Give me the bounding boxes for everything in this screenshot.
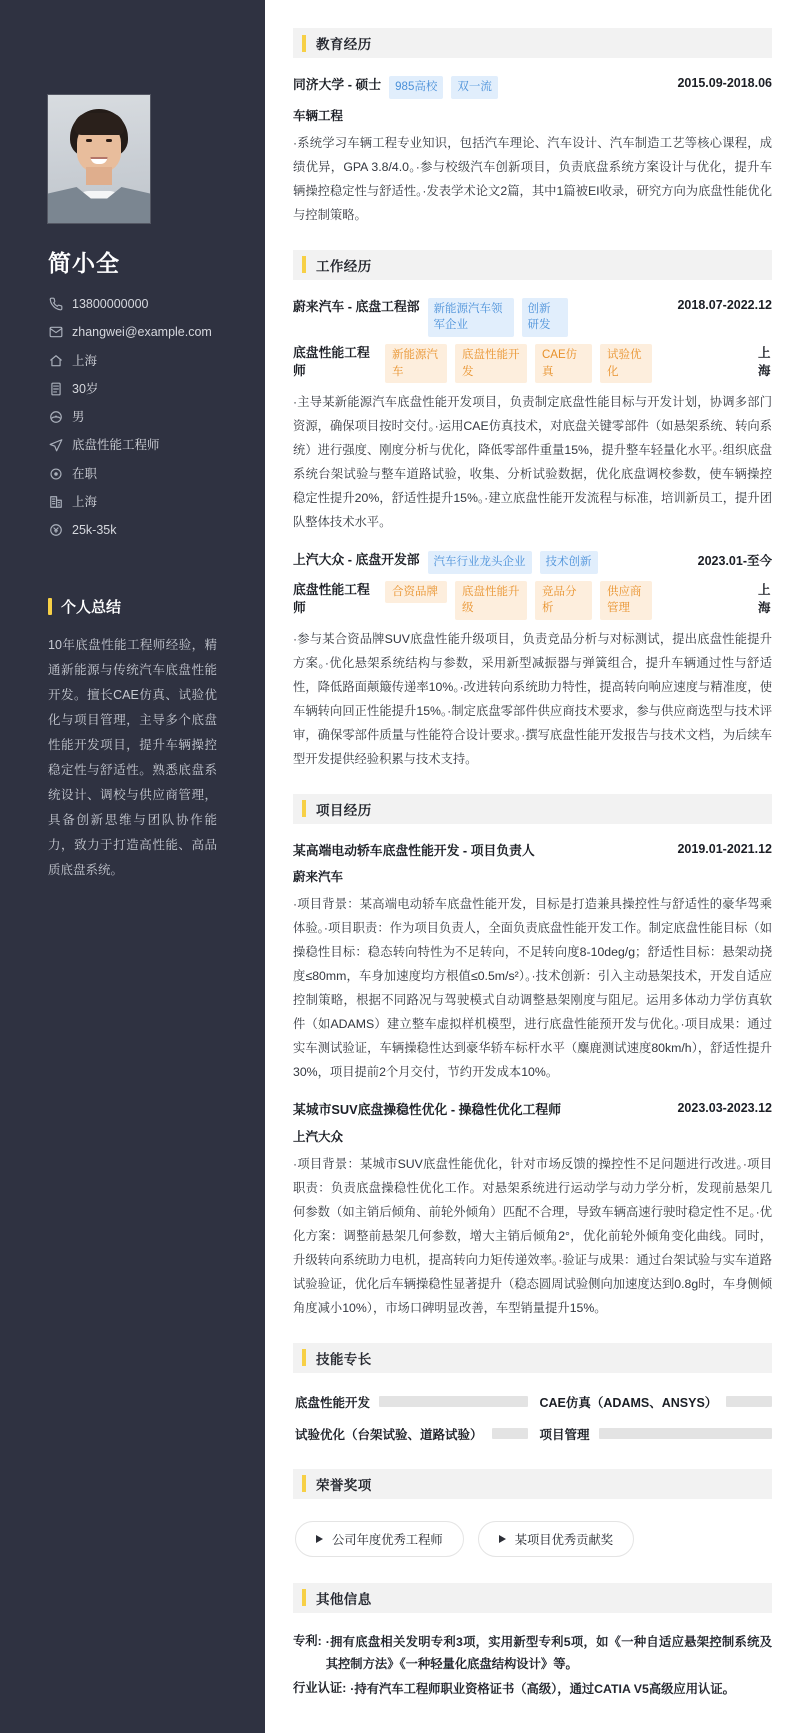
accent-bar — [302, 1589, 306, 1606]
award-label: 某项目优秀贡献奖 — [514, 1532, 614, 1547]
education-description: ·系统学习车辆工程专业知识，包括汽车理论、汽车设计、汽车制造工艺等核心课程，成绩优异，GPA 3.8/4.0。·参与校级汽车创新项目，负责底盘系统方案设计与优化，提升车辆操控稳定性与舒适性。·发表学术论文2篇，其中1篇被EI收录，研究方向为底盘性能优化与控制策略。 — [293, 135, 772, 222]
home-icon — [48, 353, 63, 368]
other-info-item — [293, 1678, 772, 1701]
triangle-icon — [499, 1535, 506, 1543]
contact-list — [48, 296, 265, 538]
award-item — [478, 1521, 634, 1557]
accent-bar — [302, 800, 306, 817]
company-tag: 技术创新 — [540, 551, 598, 574]
contact-value: 25k-35k — [72, 523, 117, 537]
accent-bar — [302, 1349, 306, 1366]
portrait-eye-right — [106, 139, 112, 142]
skill-tag: 供应商管理 — [600, 581, 652, 620]
project-company: 蔚来汽车 — [293, 870, 344, 885]
work-location: 上海 — [758, 345, 771, 379]
sidebar-section-summary-title — [48, 596, 265, 617]
skill-tag: 底盘性能开发 — [455, 344, 527, 383]
work-role-row — [293, 581, 772, 620]
status-icon — [48, 466, 63, 481]
section-header-work — [293, 250, 772, 280]
main-content — [265, 0, 794, 1733]
education-date: 2015.09-2018.06 — [677, 76, 772, 90]
skills-list — [293, 1391, 772, 1447]
other-info-label: 专利: — [293, 1633, 322, 1648]
work-role-row — [293, 344, 772, 383]
building-icon — [48, 494, 63, 509]
work-description: ·主导某新能源汽车底盘性能开发项目，负责制定底盘性能目标与开发计划，协调多部门资源，确保项目按时交付。·运用CAE仿真技术，对底盘关键零部件（如悬架系统、转向系统）进行强度、刚度分析与优化，降低零部件重量15%，提升整车轻量化水平。·组织底盘系统台架试验与整车道路试验，收集、分析试验数据，优化底盘调校参数，使车辆操控稳定性提升20%，舒适性提升15%。·建立底盘性能开发流程与标准，培训新员工，提升团队整体技术水平。 — [293, 395, 772, 530]
contact-value: 在职 — [72, 466, 98, 481]
avatar-wrapper — [48, 95, 265, 223]
skill-item — [540, 1425, 773, 1443]
skill-tag: 竞品分析 — [535, 581, 592, 620]
company-department: 上汽大众 - 底盘开发部 — [293, 552, 420, 568]
section-header-education — [293, 28, 772, 58]
project-entry-header — [293, 1101, 772, 1120]
summary-title-text: 个人总结 — [61, 599, 122, 617]
contact-value: zhangwei@example.com — [72, 325, 212, 340]
awards-list — [293, 1517, 772, 1561]
phone-icon — [48, 297, 63, 312]
school-degree: 同济大学 - 硕士 — [293, 77, 382, 92]
accent-bar — [48, 598, 52, 615]
project-entry — [293, 1101, 772, 1320]
accent-bar — [302, 256, 306, 273]
contact-value: 30岁 — [72, 381, 99, 396]
skill-label: 项目管理 — [539, 1427, 590, 1442]
other-info-value: ·持有汽车工程师职业资格证书（高级），通过CATIA V5高级应用认证。 — [350, 1681, 735, 1696]
avatar — [48, 95, 150, 223]
triangle-icon — [316, 1535, 323, 1543]
gender-icon — [48, 410, 63, 425]
skill-item — [295, 1425, 528, 1443]
work-entry — [293, 298, 772, 536]
education-entry — [293, 76, 772, 228]
other-info-item — [293, 1631, 772, 1676]
candidate-name: 简小全 — [48, 250, 120, 276]
skill-progress-track — [379, 1396, 527, 1407]
skill-tag: 试验优化 — [600, 344, 652, 383]
envelope-icon — [48, 325, 63, 340]
portrait-neck — [86, 167, 112, 185]
skill-tag: CAE仿真 — [535, 344, 592, 383]
other-info-label: 行业认证: — [293, 1680, 347, 1695]
section-title: 荣誉奖项 — [316, 1477, 372, 1493]
project-entry — [293, 842, 772, 1085]
education-entry-header — [293, 76, 772, 99]
project-date: 2019.01-2021.12 — [677, 841, 772, 856]
skill-progress-track — [726, 1396, 772, 1407]
other-info-value: ·拥有底盘相关发明专利3项，实用新型专利5项，如《一种自适应悬架控制系统及其控制方法》《一种轻量化底盘结构设计》等。 — [325, 1634, 772, 1672]
award-item — [295, 1521, 464, 1557]
skill-label: CAE仿真（ADAMS、ANSYS） — [539, 1395, 718, 1410]
project-title: 某城市SUV底盘操稳性优化 - 操稳性优化工程师 — [293, 1102, 562, 1118]
section-header-skills — [293, 1343, 772, 1373]
work-description: ·参与某合资品牌SUV底盘性能升级项目，负责竞品分析与对标测试，提出底盘性能提升方案。·优化悬架系统结构与参数，采用新型减振器与弹簧组合，提升车辆通过性与舒适性，降低路面颠簸传递率10%。·改进转向系统助力特性，提高转向响应速度与精准度，使车辆转向回正性能提升15%。·制定底盘零部件供应商技术要求，参与供应商选型与技术评审，确保零部件质量与性能符合设计要求。·撰写底盘性能开发报告与技术文档，为后续车型开发提供经验积累与技术支持。 — [293, 632, 772, 766]
company-tag: 新能源汽车领军企业 — [428, 298, 514, 337]
skill-progress-track — [599, 1428, 772, 1439]
contact-item-gender — [48, 409, 265, 425]
summary-text: 10年底盘性能工程师经验，精通新能源与传统汽车底盘性能开发。擅长CAE仿真、试验优化与项目管理，主导多个底盘性能开发项目，提升车辆操控稳定性与舒适性。熟悉底盘系统设计、调校与供应商管理，具备创新思维与团队协作能力，致力于打造高性能、高品质底盘系统。 — [48, 638, 217, 878]
contact-item-salary — [48, 522, 265, 538]
paper-plane-icon — [48, 438, 63, 453]
project-description: ·项目背景：某高端电动轿车底盘性能开发，目标是打造兼具操控性与舒适性的豪华驾乘体验。·项目职责：作为项目负责人，全面负责底盘性能开发工作。制定底盘性能目标（如操稳性目标：稳态转向特性为不足转向，不足转向度8-10deg/g；舒适性目标：悬架动挠度≤80mm，车身加速度均方根值≤0.5m/s²）。·技术创新：引入主动悬架技术，开发自适应控制策略，根据不同路况与驾驶模式自动调整悬架刚度与阻尼。运用多体动力学仿真软件（如ADAMS）建立整车虚拟样机模型，进行底盘性能预开发与优化。·项目成果：通过实车测试验证，车辆操稳性达到豪华轿车标杆水平（麋鹿测试速度80km/h），舒适性提升30%，项目提前2个月交付，节约开发成本10%。 — [293, 897, 772, 1080]
project-entry-header — [293, 842, 772, 861]
skill-progress-track — [492, 1428, 528, 1439]
contact-item-city — [48, 494, 265, 510]
company-tag: 创新研发 — [522, 298, 568, 337]
skill-tag: 合资品牌 — [385, 581, 447, 604]
skill-item — [540, 1393, 773, 1411]
contact-item-email — [48, 324, 265, 340]
project-title: 某高端电动轿车底盘性能开发 - 项目负责人 — [293, 842, 535, 858]
contact-value: 男 — [72, 410, 85, 424]
project-company: 上汽大众 — [293, 1129, 344, 1144]
accent-bar — [302, 1475, 306, 1492]
id-card-icon — [48, 381, 63, 396]
project-date: 2023.03-2023.12 — [677, 1101, 772, 1116]
school-tag: 双一流 — [451, 76, 498, 99]
work-location: 上海 — [758, 582, 771, 615]
skill-tag: 底盘性能升级 — [455, 581, 527, 620]
company-department: 蔚来汽车 - 底盘工程部 — [293, 298, 420, 314]
section-title: 工作经历 — [316, 258, 372, 274]
contact-item-phone — [48, 296, 265, 312]
contact-value: 上海 — [72, 353, 98, 368]
award-label: 公司年度优秀工程师 — [332, 1532, 443, 1547]
contact-value: 底盘性能工程师 — [72, 438, 160, 453]
company-tag: 汽车行业龙头企业 — [428, 551, 532, 574]
school-tag: 985高校 — [389, 76, 443, 99]
portrait-fringe — [74, 113, 124, 135]
section-header-awards — [293, 1469, 772, 1499]
job-title: 底盘性能工程师 — [293, 581, 370, 616]
section-title: 其他信息 — [316, 1591, 372, 1607]
section-header-projects — [293, 794, 772, 824]
major: 车辆工程 — [293, 108, 344, 123]
portrait-eye-left — [86, 139, 92, 142]
skill-label: 底盘性能开发 — [295, 1395, 371, 1410]
work-date: 2023.01-至今 — [697, 554, 772, 569]
work-entry — [293, 551, 772, 772]
accent-bar — [302, 35, 306, 52]
contact-item-status — [48, 466, 265, 482]
project-description: ·项目背景：某城市SUV底盘性能优化，针对市场反馈的操控性不足问题进行改进。·项目职责：负责底盘操稳性优化工作。对悬架系统进行运动学与动力学分析，发现前悬架几何参数（如主销后倾角、前轮外倾角）匹配不合理，导致车辆高速行驶时稳定性不足。·优化方案：调整前悬架几何参数，增大主销后倾角2°，优化前轮外倾角变化曲线。同时，升级转向系统助力电机，提高转向力矩传递效率。·验证与成果：通过台架试验与实车道路试验验证，优化后车辆操稳性显著提升（稳态圆周试验侧向加速度达到0.8g时，车身侧倾角度减小10%），市场口碑明显改善，车型销量提升15%。 — [293, 1156, 772, 1315]
work-entry-header — [293, 551, 772, 574]
section-title: 项目经历 — [316, 802, 372, 818]
contact-value: 13800000000 — [72, 297, 149, 311]
contact-value: 上海 — [72, 494, 98, 509]
contact-item-hometown — [48, 353, 265, 369]
skill-label: 试验优化（台架试验、道路试验） — [295, 1427, 483, 1442]
other-info-list — [293, 1631, 772, 1701]
skill-tag: 新能源汽车 — [385, 344, 447, 383]
section-title: 技能专长 — [316, 1351, 372, 1367]
salary-icon — [48, 523, 63, 538]
sidebar — [0, 0, 265, 1733]
contact-item-position — [48, 437, 265, 453]
work-date: 2018.07-2022.12 — [677, 297, 772, 312]
work-entry-header — [293, 298, 772, 337]
section-header-other — [293, 1583, 772, 1613]
contact-item-age — [48, 381, 265, 397]
skill-item — [295, 1393, 528, 1411]
section-title: 教育经历 — [316, 37, 372, 52]
job-title: 底盘性能工程师 — [293, 344, 370, 379]
